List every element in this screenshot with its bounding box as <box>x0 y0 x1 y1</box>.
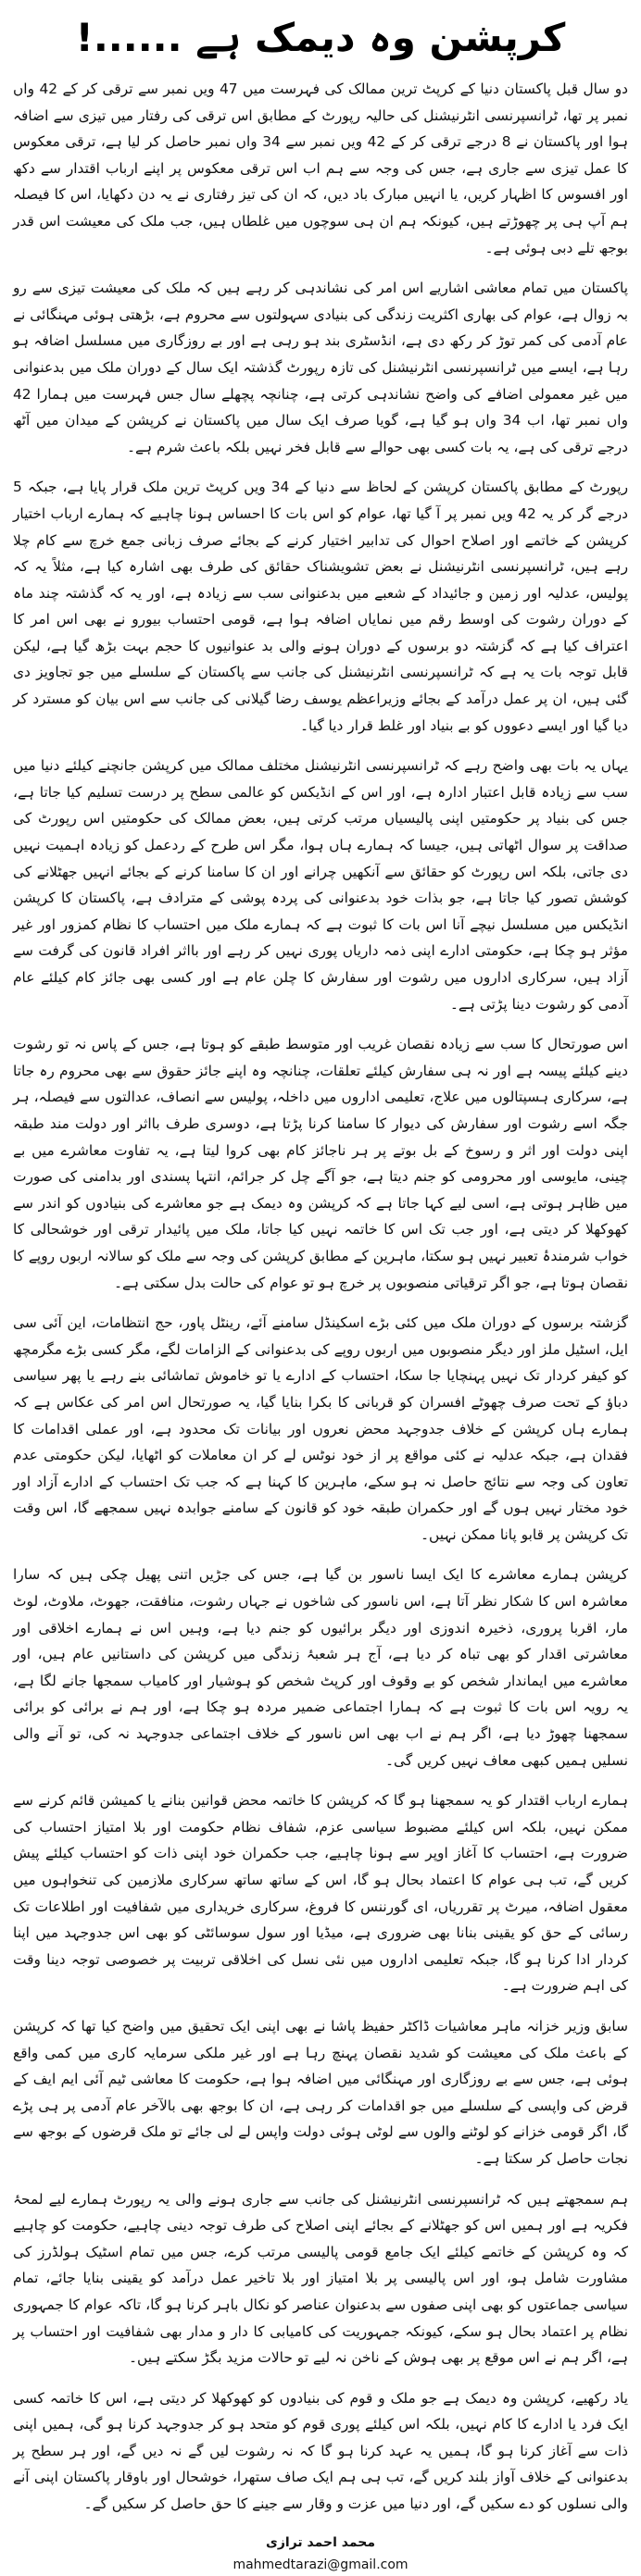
article-paragraph: پاکستان میں تمام معاشی اشاریے اس امر کی نشاندہی کر رہے ہیں کہ ملک کی معیشت تیزی سے رو بہ زوال ہے، عوام کی بھاری اکثریت زندگی کی بنیادی سہولتوں سے محروم ہے، بڑھتی ہوئی مہنگائی نے عام آدمی کی کمر توڑ کر رکھ دی ہے، انڈسٹری بند ہو رہی ہے اور بے روزگاری میں مسلسل اضافہ ہو رہا ہے، ایسے میں ٹرانسپرنسی انٹرنیشنل کی تازہ رپورٹ گذشتہ ایک سال کے دوران ملک میں بدعنوانی میں غیر معمولی اضافے کی واضح نشاندہی کرتی ہے، چنانچہ پچھلے سال جس فہرست میں ہمارا 42 واں نمبر تھا، اب 34 واں ہو گیا ہے، گویا صرف ایک سال میں پاکستان نے کرپشن کے میدان میں آٹھ درجے ترقی کی ہے، یہ بات کسی بھی حوالے سے قابل فخر نہیں بلکہ باعث شرم ہے۔ <box>13 280 628 455</box>
article-paragraph: ہم سمجھتے ہیں کہ ٹرانسپرنسی انٹرنیشنل کی جانب سے جاری ہونے والی یہ رپورٹ ہمارے لیے لمحۂ فکریہ ہے اور ہمیں اس کو جھٹلانے کے بجائے اپنی اصلاح کی طرف توجہ دینی چاہیے، حکومت کو چاہیے کہ وہ کرپشن کے خاتمے کیلئے ایک جامع قومی پالیسی مرتب کرے، جس میں تمام اسٹیک ہولڈرز کی مشاورت شامل ہو، اور اس پالیسی پر بلا امتیاز اور بلا تاخیر عمل درآمد کو یقینی بنایا جائے، تمام سیاسی جماعتوں کو بھی اپنی صفوں سے بدعنوان عناصر کو نکال باہر کرنا ہو گا، تاکہ عوام کا جمہوری نظام پر اعتماد بحال ہو سکے، کیونکہ جمہوریت کی کامیابی کا دار و مدار بھی شفافیت اور احتساب پر ہے، اگر ہم نے اس موقع پر بھی ہوش کے ناخن نہ لیے تو حالات مزید بگڑ سکتے ہیں۔ <box>13 2190 628 2367</box>
author-name: محمد احمد ترازی <box>266 2534 375 2550</box>
article-paragraph: یاد رکھیے، کرپشن وہ دیمک ہے جو ملک و قوم کی بنیادوں کو کھوکھلا کر دیتی ہے، اس کا خاتمہ کسی ایک فرد یا ادارے کا کام نہیں، بلکہ اس کیلئے پوری قوم کو متحد ہو کر جدوجہد کرنا ہو گی، ہمیں اپنی ذات سے آغاز کرنا ہو گا، ہمیں یہ عہد کرنا ہو گا کہ نہ رشوت لیں گے نہ دیں گے، اور ہر سطح پر بدعنوانی کے خلاف آواز بلند کریں گے، تب ہی ہم ایک صاف ستھرا، خوشحال اور باوقار پاکستان اپنی آنے والی نسلوں کو دے سکیں گے، اور دنیا میں عزت و وقار سے جینے کا حق حاصل کر سکیں گے۔ <box>13 2389 628 2513</box>
article-paragraph: دو سال قبل پاکستان دنیا کے کرپٹ ترین ممالک کی فہرست میں 47 ویں نمبر سے ترقی کر کے 42 واں نمبر پر تھا، ٹرانسپرنسی انٹرنیشنل کی حالیہ رپورٹ کے مطابق اس ترقی کی رفتار میں تیزی سے اضافہ ہوا اور پاکستان نے 8 درجے ترقی کر کے 42 ویں نمبر سے 34 واں نمبر حاصل کر لیا ہے، ترقی معکوس کا عمل تیزی سے جاری ہے، جس کی وجہ سے ہم اب اس ترقی معکوس پر اپنے ارباب اقتدار سے دکھ اور افسوس کا اظہار کریں، یا انہیں مبارک باد دیں، کہ ان کی تیز رفتاری نے یہ دن دکھایا، اس کا فیصلہ ہم آپ ہی پر چھوڑتے ہیں، کیونکہ ہم ان ہی سوچوں میں غلطاں ہیں، جب ملک کی معیشت اس قدر بوجھ تلے دبی ہوئی ہے۔ <box>13 81 629 256</box>
article-paragraph: رپورٹ کے مطابق پاکستان کرپشن کے لحاظ سے دنیا کے 34 ویں کرپٹ ترین ملک قرار پایا ہے، جبکہ 5 درجے گر کر یہ 42 ویں نمبر پر آ گیا تھا، عوام کو اس بات کا احساس ہونا چاہیے کہ ہمارے ارباب اختیار کرپشن کے خاتمے اور اصلاح احوال کی تدابیر اختیار کرنے کے بجائے صرف زبانی جمع خرچ سے کام چلا رہے ہیں، ٹرانسپرنسی انٹرنیشنل نے بعض تشویشناک حقائق کی طرف بھی اشارہ کیا ہے، مثلاً یہ کہ پولیس، عدلیہ اور زمین و جائیداد کے شعبے میں بدعنوانی سب سے زیادہ ہے، اور یہ کہ گذشتہ چند ماہ کے دوران رشوت کی اوسط رقم میں نمایاں اضافہ ہوا ہے، قومی احتساب بیورو نے بھی اس امر کا اعتراف کیا ہے کہ گزشتہ دو برسوں کے دوران ہونے والی بد عنوانیوں کا حجم بہت بڑھ گیا ہے، لیکن قابل توجہ بات یہ ہے کہ ٹرانسپرنسی انٹرنیشنل کی جانب سے پاکستان کے سلسلے میں جو تجاویز دی گئی ہیں، ان پر عمل درآمد کے بجائے وزیراعظم یوسف رضا گیلانی کی جانب سے اس بیان کو مسترد کر دیا گیا اور ایسے دعووں کو بے بنیاد اور غلط قرار دیا گیا۔ <box>13 479 629 734</box>
article-paragraph: اس صورتحال کا سب سے زیادہ نقصان غریب اور متوسط طبقے کو ہوتا ہے، جس کے پاس نہ تو رشوت دینے کیلئے پیسہ ہے اور نہ ہی سفارش کیلئے تعلقات، چنانچہ وہ اپنے جائز حقوق سے بھی محروم رہ جاتا ہے، سرکاری ہسپتالوں میں علاج، تعلیمی اداروں میں داخلہ، پولیس سے انصاف، عدالتوں سے فیصلہ، ہر جگہ اسے رشوت اور سفارش کی دیوار کا سامنا کرنا پڑتا ہے، دوسری طرف بااثر اور دولت مند طبقہ اپنی دولت اور اثر و رسوخ کے بل بوتے پر ہر ناجائز کام بھی کروا لیتا ہے، یہ تفاوت معاشرے میں بے چینی، مایوسی اور محرومی کو جنم دیتا ہے، جو آگے چل کر جرائم، انتہا پسندی اور بدامنی کی صورت میں ظاہر ہوتی ہے، اسی لیے کہا جاتا ہے کہ کرپشن وہ دیمک ہے جو معاشرے کی بنیادوں کو اندر سے کھوکھلا کر دیتی ہے، اور جب تک اس کا خاتمہ نہیں کیا جاتا، ملک میں پائیدار ترقی اور خوشحالی کا خواب شرمندۂ تعبیر نہیں ہو سکتا، ماہرین کے مطابق کرپشن کی وجہ سے ملک کو سالانہ اربوں روپے کا نقصان ہوتا ہے، جو اگر ترقیاتی منصوبوں پر خرچ ہو تو عوام کی حالت بدل سکتی ہے۔ <box>12 1036 628 1291</box>
article-paragraph: سابق وزیر خزانہ ماہر معاشیات ڈاکٹر حفیظ پاشا نے بھی اپنی ایک تحقیق میں واضح کیا تھا کہ کرپشن کے باعث ملک کی معیشت کو شدید نقصان پہنچ رہا ہے اور غیر ملکی سرمایہ کاری میں کمی واقع ہوئی ہے، جس سے بے روزگاری اور مہنگائی میں اضافہ ہوا ہے، حکومت کا معاشی ٹیم آئی ایم ایف کے قرض کی واپسی کے سلسلے میں جو اقدامات کر رہی ہے، ان کا بوجھ بھی بالآخر عام آدمی پر ہی پڑے گا، اگر قومی خزانے کو لوٹنے والوں سے لوٹی ہوئی دولت واپس لے لی جائے تو ملک قرضوں کے بوجھ سے نجات حاصل کر سکتا ہے۔ <box>13 2017 628 2167</box>
article-body <box>13 76 628 2518</box>
article-paragraph: ہمارے ارباب اقتدار کو یہ سمجھنا ہو گا کہ کرپشن کا خاتمہ محض قوانین بنانے یا کمیشن قائم کرنے سے ممکن نہیں، بلکہ اس کیلئے مضبوط سیاسی عزم، شفاف نظام حکومت اور بلا امتیاز احتساب کی ضرورت ہے، احتساب کا آغاز اوپر سے ہونا چاہیے، جب حکمران خود اپنی ذات کو احتساب کیلئے پیش کریں گے، تب ہی عوام کا اعتماد بحال ہو گا، اس کے ساتھ ساتھ سرکاری ملازمین کی تنخواہوں میں معقول اضافہ، میرٹ پر تقرریاں، ای گورننس کا فروغ، سرکاری خریداری میں شفافیت اور اطلاعات تک رسائی کے حق کو یقینی بنانا بھی ضروری ہے، میڈیا اور سول سوسائٹی کو بھی اس جدوجہد میں اپنا کردار ادا کرنا ہو گا، جبکہ تعلیمی اداروں میں نئی نسل کی اخلاقی تربیت پر خصوصی توجہ دینا وقت کی اہم ضرورت ہے۔ <box>13 1792 628 1995</box>
article-paragraph: کرپشن ہمارے معاشرے کا ایک ایسا ناسور بن گیا ہے، جس کی جڑیں اتنی پھیل چکی ہیں کہ سارا معاشرہ اس کا شکار نظر آتا ہے، اس ناسور کی شاخوں نے جہاں رشوت، منافقت، جھوٹ، ملاوٹ، لوٹ مار، اقربا پروری، ذخیرہ اندوزی اور دیگر برائیوں کو جنم دیا ہے، وہیں اس نے ہمارے اخلاقی اور معاشرتی اقدار کو بھی تباہ کر دیا ہے، آج ہر شعبۂ زندگی میں کرپشن کی داستانیں عام ہیں، اور معاشرے میں ایماندار شخص کو بے وقوف اور کرپٹ شخص کو ہوشیار اور کامیاب سمجھا جانے لگا ہے، یہ رویہ اس بات کا ثبوت ہے کہ ہمارا اجتماعی ضمیر مردہ ہو چکا ہے، اور ہم نے برائی کو برائی سمجھنا چھوڑ دیا ہے، اگر ہم نے اب بھی اس ناسور کے خلاف اجتماعی جدوجہد نہ کی، تو آنے والی نسلیں ہمیں کبھی معاف نہیں کریں گی۔ <box>13 1566 628 1769</box>
author-email: mahmedtarazi@gmail.com <box>233 2557 408 2572</box>
article-paragraph: گزشتہ برسوں کے دوران ملک میں کئی بڑے اسکینڈل سامنے آئے، رینٹل پاور، حج انتظامات، این آئی سی ایل، اسٹیل ملز اور دیگر منصوبوں میں اربوں روپے کی بدعنوانی کے الزامات لگے، مگر کسی بڑے مگرمچھ کو کیفر کردار تک نہیں پہنچایا جا سکا، احتساب کے ادارے یا تو خاموش تماشائی بنے رہے یا پھر سیاسی دباؤ کے تحت صرف چھوٹے افسران کو قربانی کا بکرا بنایا گیا، یہ صورتحال اس امر کی عکاس ہے کہ ہمارے ہاں کرپشن کے خلاف جدوجہد محض نعروں اور بیانات تک محدود ہے، اور عملی اقدامات کا فقدان ہے، جبکہ عدلیہ نے کئی مواقع پر از خود نوٹس لے کر ان معاملات کو اٹھایا، لیکن حکومتی عدم تعاون کی وجہ سے نتائج حاصل نہ ہو سکے، ماہرین کا کہنا ہے کہ جب تک احتساب کے ادارے آزاد اور خود مختار نہیں ہوں گے اور حکمران طبقہ خود کو قانون کے سامنے جوابدہ نہیں سمجھے گا، اس وقت تک کرپشن پر قابو پانا ممکن نہیں۔ <box>13 1314 628 1543</box>
article-headline: کرپشن وہ دیمک ہے ......! <box>75 15 566 60</box>
article-paragraph: یہاں یہ بات بھی واضح رہے کہ ٹرانسپرنسی انٹرنیشنل مختلف ممالک میں کرپشن جانچنے کیلئے دنیا میں سب سے زیادہ قابل اعتبار ادارہ ہے، اور اس کے انڈیکس کو عالمی سطح پر درست تسلیم کیا جاتا ہے، جس کی بنیاد پر حکومتیں اپنی پالیسیاں مرتب کرتی ہیں، بعض ممالک کی حکومتیں اس رپورٹ کی صداقت پر سوال اٹھاتی ہیں، جیسا کہ ہمارے ہاں ہوا، مگر اس طرح کے ردعمل کو زیادہ اہمیت نہیں دی جاتی، بلکہ اس رپورٹ کو حقائق سے آنکھیں چرانے اور ان کا سامنا کرنے کے بجائے انہیں جھٹلانے کی کوشش تصور کیا جاتا ہے، جو بذات خود بدعنوانی کی پردہ پوشی کے مترادف ہے، پاکستان کا کرپشن انڈیکس میں مسلسل نیچے آنا اس بات کا ثبوت ہے کہ ہمارے ملک میں احتساب کا نظام کمزور اور غیر مؤثر ہو چکا ہے، حکومتی ادارے اپنی ذمہ داریاں پوری نہیں کر رہے اور بااثر افراد قانون کی گرفت سے آزاد ہیں، سرکاری اداروں میں رشوت اور سفارش کا چلن عام ہے اور کسی بھی جائز کام کیلئے عام آدمی کو رشوت دینا پڑتی ہے۔ <box>13 757 628 1013</box>
